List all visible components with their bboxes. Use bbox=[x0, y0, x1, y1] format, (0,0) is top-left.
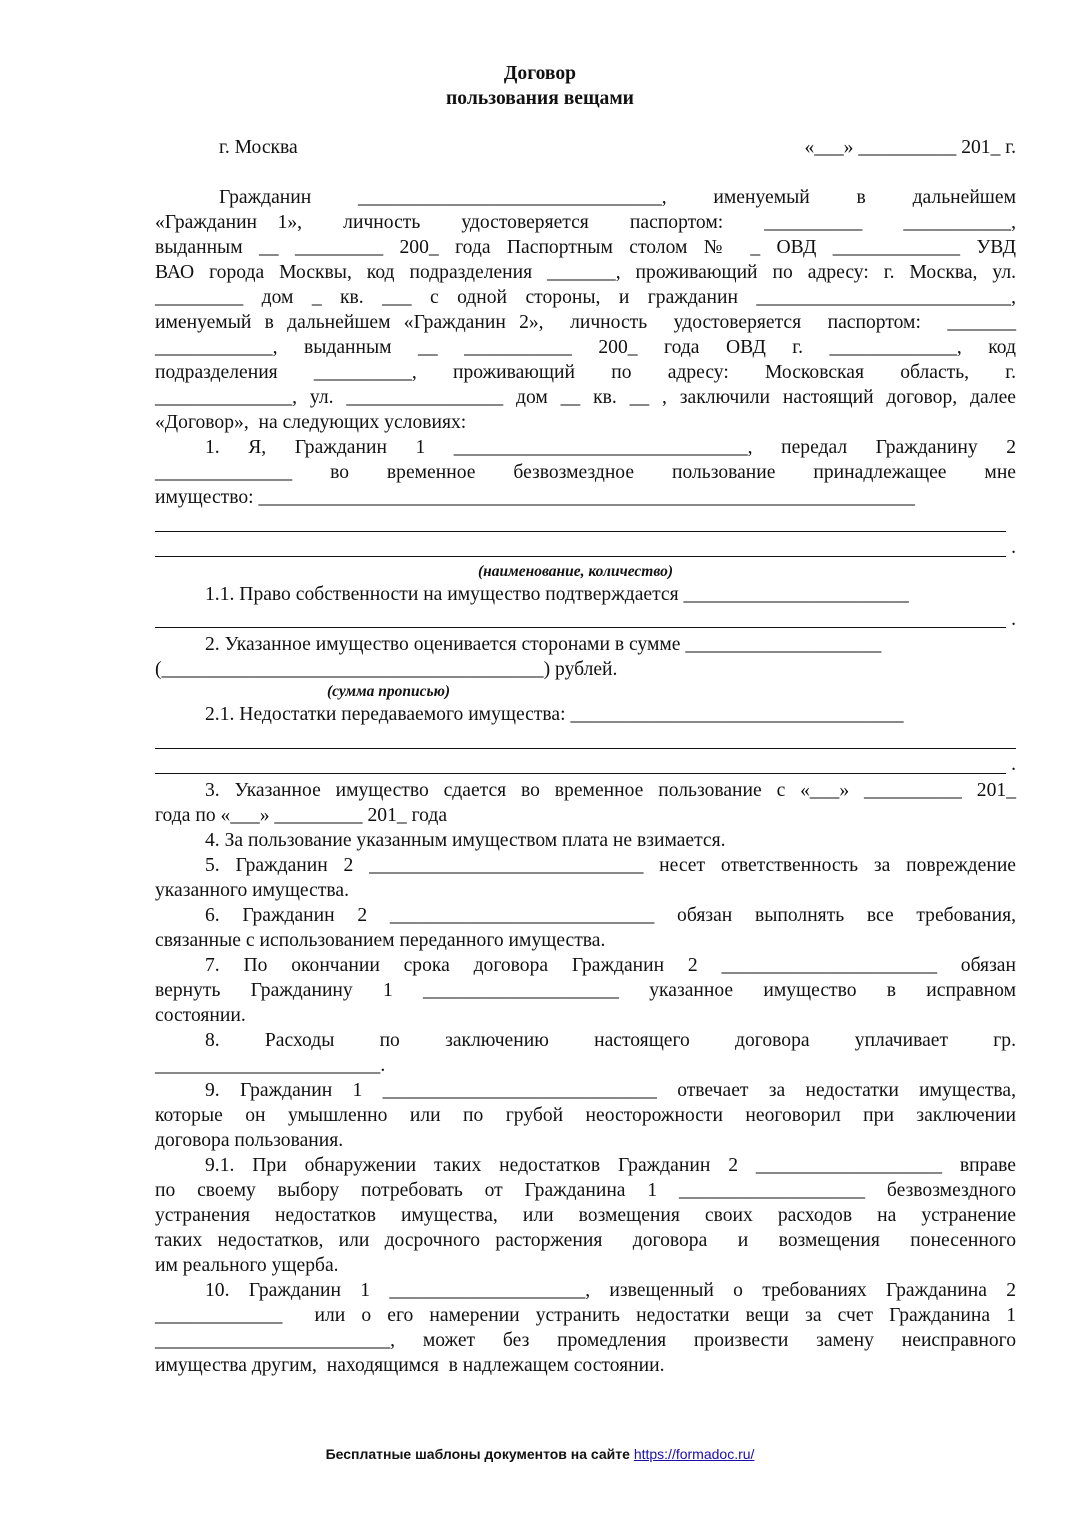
contract-line: вернуть Гражданину 1 ____________________ указанное имущество в исправном bbox=[155, 980, 1016, 1001]
contract-line: 3. Указанное имущество сдается во временное пользование с «___» __________ 201_ bbox=[205, 780, 1016, 801]
contract-line: «Гражданин 1», личность удостоверяется паспортом: __________ ___________, bbox=[155, 212, 1016, 233]
contract-line: 8. Расходы по заключению настоящего договора уплачивает гр. bbox=[205, 1030, 1016, 1051]
footer-link[interactable]: https://formadoc.ru/ bbox=[633, 1446, 755, 1462]
city: г. Москва bbox=[219, 137, 298, 158]
contract-line: связанные с использованием переданного имущества. bbox=[155, 930, 606, 951]
contract-line: 2. Указанное имущество оценивается сторонами в сумме ____________________ bbox=[205, 634, 882, 655]
contract-line: устранения недостатков имущества, или возмещения своих расходов на устранение bbox=[155, 1205, 1016, 1226]
contract-line: . bbox=[1011, 537, 1016, 558]
contract-line: именуемый в дальнейшем «Гражданин 2», личность удостоверяется паспортом: _______ bbox=[155, 312, 1016, 333]
contract-line: ______________, ул. ________________ дом __ кв. __ , заключили настоящий договор, далее bbox=[155, 387, 1016, 408]
contract-line: имущества другим, находящимся в надлежащем состоянии. bbox=[155, 1355, 665, 1376]
hint-naming: (наименование, количество) bbox=[478, 563, 673, 580]
contract-line: имущество: ___________________________________________________________________ bbox=[155, 487, 915, 508]
contract-line: «Договор», на следующих условиях: bbox=[155, 412, 467, 433]
contract-line: по своему выбору потребовать от Гражданина 1 ___________________ безвозмездного bbox=[155, 1180, 1016, 1201]
contract-line: ______________ во временное безвозмездное пользование принадлежащее мне bbox=[155, 462, 1016, 483]
contract-line: подразделения __________, проживающий по адресу: Московская область, г. bbox=[155, 362, 1016, 383]
contract-line: 9.1. При обнаружении таких недостатков Гражданин 2 ___________________ вправе bbox=[205, 1155, 1016, 1176]
contract-line: таких недостатков, или досрочного расторжения договора и возмещения понесенного bbox=[155, 1230, 1016, 1251]
contract-line: 5. Гражданин 2 ____________________________ несет ответственность за повреждение bbox=[205, 855, 1016, 876]
contract-line: Гражданин _______________________________, именуемый в дальнейшем bbox=[219, 187, 1016, 208]
blank-line bbox=[155, 627, 1006, 628]
contract-line: указанного имущества. bbox=[155, 880, 349, 901]
blank-line bbox=[155, 556, 1006, 557]
contract-date: «___» __________ 201_ г. bbox=[804, 137, 1016, 158]
contract-line: 1.1. Право собственности на имущество подтверждается _______________________ bbox=[205, 584, 909, 605]
contract-line: _____________ или о его намерении устранить недостатки вещи за счет Гражданина 1 bbox=[155, 1305, 1016, 1326]
contract-line: ________________________, может без промедления произвести замену неисправного bbox=[155, 1330, 1016, 1351]
contract-line: 4. За пользование указанным имуществом плата не взимается. bbox=[205, 830, 726, 851]
contract-line: 2.1. Недостатки передаваемого имущества: __________________________________ bbox=[205, 704, 904, 725]
contract-line: ____________, выданным __ ___________ 200_ года ОВД г. _____________, код bbox=[155, 337, 1016, 358]
document-subtitle: пользования вещами bbox=[446, 88, 634, 109]
contract-line: 7. По окончании срока договора Гражданин 2 ______________________ обязан bbox=[205, 955, 1016, 976]
blank-line bbox=[155, 748, 1016, 749]
blank-line bbox=[155, 531, 1006, 532]
contract-line: 6. Гражданин 2 ___________________________ обязан выполнять все требования, bbox=[205, 905, 1016, 926]
document-title: Договор bbox=[503, 63, 577, 84]
contract-line: им реального ущерба. bbox=[155, 1255, 339, 1276]
hint-amount: (сумма прописью) bbox=[327, 683, 451, 700]
contract-line: которые он умышленно или по грубой неосторожности неоговорил при заключении bbox=[155, 1105, 1016, 1126]
contract-line: (_______________________________________) рублей. bbox=[155, 659, 618, 680]
contract-line: . bbox=[1011, 609, 1016, 630]
contract-line: . bbox=[1011, 754, 1016, 775]
contract-line: 9. Гражданин 1 ____________________________ отвечает за недостатки имущества, bbox=[205, 1080, 1016, 1101]
contract-line: состоянии. bbox=[155, 1005, 246, 1026]
contract-line: года по «___» _________ 201_ года bbox=[155, 805, 448, 826]
contract-line: выданным __ _________ 200_ года Паспортным столом № _ ОВД _____________ УВД bbox=[155, 237, 1016, 258]
contract-line: _________ дом _ кв. ___ с одной стороны, и гражданин __________________________, bbox=[155, 287, 1016, 308]
contract-line: 10. Гражданин 1 ____________________, извещенный о требованиях Гражданина 2 bbox=[205, 1280, 1016, 1301]
contract-line: 1. Я, Гражданин 1 ______________________________, передал Гражданину 2 bbox=[205, 437, 1016, 458]
contract-line: ВАО города Москвы, код подразделения _______, проживающий по адресу: г. Москва, ул. bbox=[155, 262, 1016, 283]
blank-line bbox=[155, 773, 1006, 774]
footer bbox=[0, 1444, 1080, 1464]
contract-line: договора пользования. bbox=[155, 1130, 344, 1151]
footer-text: Бесплатные шаблоны документов на сайте bbox=[325, 1446, 630, 1462]
contract-line: _______________________. bbox=[155, 1055, 386, 1076]
